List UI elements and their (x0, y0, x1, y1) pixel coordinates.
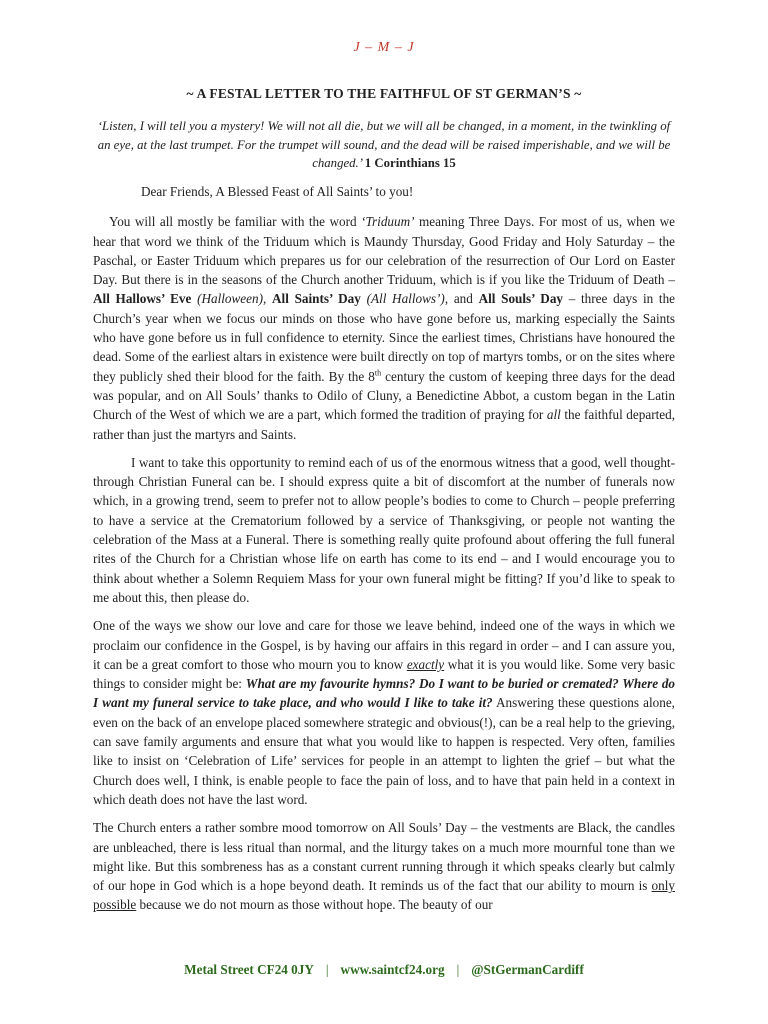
term-all-hallows: (All Hallows’) (366, 291, 445, 307)
letter-title: ~ A FESTAL LETTER TO THE FAITHFUL OF ST GERMAN’S ~ (186, 86, 582, 101)
term-all-souls-day: All Souls’ Day (478, 291, 564, 307)
emphasis-exactly: exactly (406, 656, 445, 672)
greeting: Dear Friends, A Blessed Feast of All Saints’ to you! (141, 184, 414, 199)
text-run: One of the ways we show our love and care for those we leave behind, indeed one of the ways in which we proclaim our confidence in the Gospel, is by having our affairs in this regard in order – and I can assure you, it can be a great comfort to those who mourn you to know (93, 618, 675, 672)
text-run: Answering these questions alone, even on the back of an envelope placed somewhere strategic and obvious(!), can be a real help to the grieving, can save family arguments and ensure that what you would like to happen is respected. Very often, families like to insist on ‘Celebration of Life’ services for people in an attempt to lighten the grief – but what the Church does well, I think, is enable people to face the pain of loss, and to have that pain held in a context in which death does not have the last word. (93, 695, 675, 807)
text-run: what it is you would like. Some very basic things to consider might be: (93, 656, 676, 692)
paragraph-triduum (93, 212, 675, 444)
footer-address: Metal Street CF24 0JY (184, 962, 314, 977)
text-run: , and (444, 291, 479, 307)
text-run: century the custom of keeping three days for the dead was popular, and on All Souls’ thanks to Odilo of Cluny, a Benedictine Abbot, a custom began in the Latin Church of the West of which we are a part, which formed the tradition of praying for (93, 368, 675, 423)
text-run: the faithful departed, rather than just the martyrs and Saints. (93, 407, 675, 442)
paragraph-all-souls (93, 818, 675, 914)
text-run: – three days in the Church’s year when we focus our minds on those who have gone before us, marking especially the Saints who have gone before us in full confidence to eternity. Since the earliest times, Christians have honoured the dead. Some of the earliest altars in existence were built directly on top of martyrs tombs, or on the sites where they publicly shed their blood for the faith. By the 8 (93, 291, 676, 384)
contact-footer (0, 962, 768, 978)
footer-separator: | (325, 962, 329, 977)
ordinal-suffix: th (374, 368, 382, 378)
letter-body (93, 182, 675, 915)
quote-reference: 1 Corinthians 15 (364, 156, 456, 170)
emphasis-all: all (546, 407, 561, 423)
text-run: The Church enters a rather sombre mood tomorrow on All Souls’ Day – the vestments are Black, the candles are unbleached, there is less ritual than normal, and the liturgy takes on a much more mournful tone than we might like. But this sombreness has as a constant current running through it which speaks clearly but calmly of our hope in God which is a hope beyond death. It reminds us of the fact that our ability to mourn is (93, 820, 675, 894)
term-all-saints-day: All Saints’ Day (272, 291, 361, 307)
footer-separator: | (456, 962, 460, 977)
text-run: , (263, 291, 273, 307)
scripture-quote (94, 117, 674, 173)
text-run: because we do not mourn as those without hope. The beauty of our (136, 897, 493, 913)
funeral-questions: What are my favourite hymns? Do I want to be buried or cremated? Where do I want my funeral service to take place, and who would I like to take it? (93, 676, 676, 711)
term-all-hallows-eve: All Hallows’ Eve (93, 291, 192, 307)
term-triduum: ‘Triduum’ (361, 214, 415, 230)
text-run: meaning Three Days. For most of us, when we hear that word we think of the Triduum which is Maundy Thursday, Good Friday and Holy Saturday – the Paschal, or Easter Triduum which prepares us for our celebration of the resurrection of Our Lord on Easter Day. But there is in the seasons of the Church another Triduum, which is if you like the Triduum of Death – (93, 214, 675, 288)
footer-website-link[interactable]: www.saintcf24.org (340, 962, 445, 977)
term-halloween: (Halloween) (197, 291, 263, 307)
paragraph-affairs (93, 616, 675, 809)
text-run: You will all mostly be familiar with the word (109, 214, 362, 230)
paragraph-funeral: I want to take this opportunity to remind each of us of the enormous witness that a good, well thought-through Christian Funeral can be. I should express quite a bit of discomfort at the number of funerals now which, in a growing trend, seem to prefer not to allow people’s bodies to come to Church – people preferring to have a service at the Crematorium followed by a service of Thanksgiving, or people not wanting the celebration of the Mass at a Funeral. There is something really quite profound about offering the full funeral rites of the Church for a Christian whose life on earth has come to its end – and I would encourage you to think about whether a Solemn Requiem Mass for your own funeral might be fitting? If you’d like to speak to me about this, then please do. (93, 454, 675, 605)
quote-text: ‘Listen, I will tell you a mystery! We will not all die, but we will all be changed, in a moment, in the twinkling of an eye, at the last trumpet. For the trumpet will sound, and the dead will be raised imperishable, and we will be changed.’ (97, 119, 671, 170)
monogram-header: J – M – J (353, 40, 415, 55)
footer-social-handle[interactable]: @StGermanCardiff (471, 962, 584, 977)
emphasis-only-possible: only possible (93, 878, 675, 913)
